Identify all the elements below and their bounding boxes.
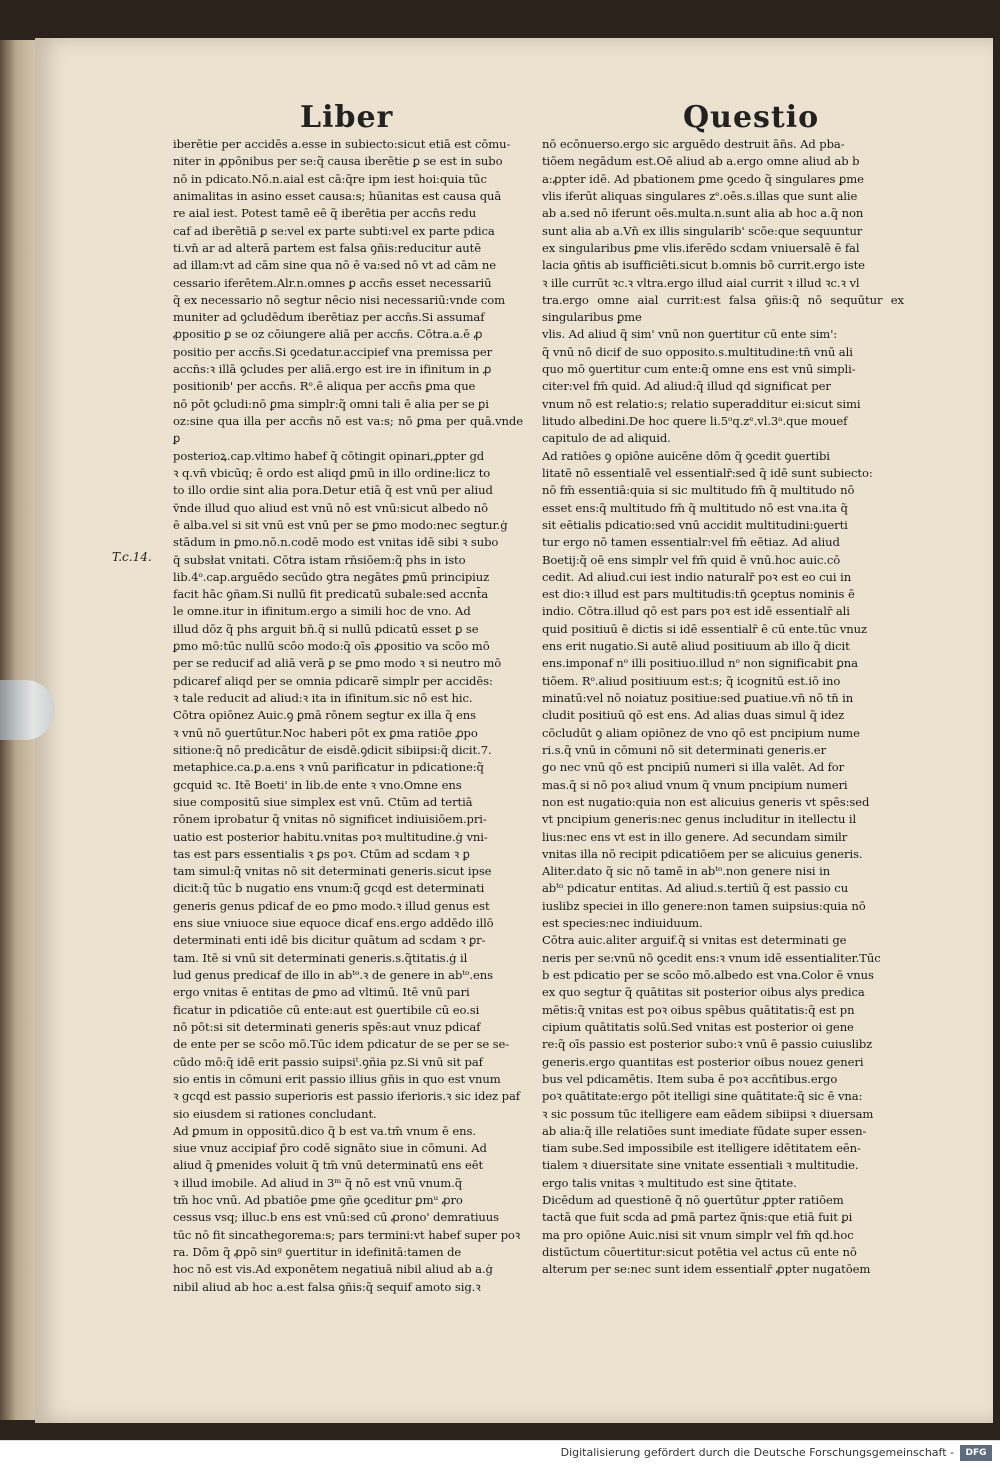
running-head-right: Questio: [683, 100, 820, 135]
margin-note: T.c.14.: [112, 550, 152, 564]
dfg-logo-icon: DFG: [960, 1445, 992, 1461]
text-column-right: nō ecōnuerso.ergo sic arguēdo destruit ān̄s. Ad pba- tiōem negādum est.Oē aliud ab a.ergo omne aliud ab b a:ꝓpter idē. Ad pbationem ꝑme ꝯcedo q̃ singulares ꝑme vlis iferūt aliquas singulares zᵉ.oēs.s.illas que sunt alie ab a.sed nō iferunt oēs.multa.n.sunt alia ab hoc a.q̃ non sunt alia ab a.Vn̄ ex illis singularib' scōe:que sequuntur ex singularibus ꝑme vlis.iferēdo scdam vniuersalē ē fal lacia ꝯñtis ab isufficiēti.sicut b.omnis bō currit.ergo iste ꝛ ille currūt ꝛc.ꝛ vltra.ergo illud aial currit ꝛ illud ꝛc.ꝛ vl tra.ergo omne aial currit:est falsa ꝯñis:q̃ nō sequūtur ex singularibus ꝑme vlis. Ad aliud q̃ sim' vnū non ꝯuertitur cū ente sim': q̃ vnū nō dicif de suo opposito.s.multitudine:tn̄ vnū ali quo mō ꝯuertitur cum ente:q̃ omne ens est vnū simpli- citer:vel fm̄ quid. Ad aliud:q̃ illud qd significat per vnum nō est relatio:s; relatio superadditur ei:sicut simi litudo albedini.De hoc quere li.5ᵒq.zᵉ.vl.3ᵃ.que mouef capitulo de ad aliquid. Ad ratiōes ꝯ opiōne auicēne dōm q̃ ꝯcedit ꝯuertibi litatē nō essentialē vel essentialr̄:sed q̃ idē sunt subiecto: nō fm̄ essentiā:quia si sic multitudo fm̄ q̃ multitudo nō esset ens:q̃ multitudo fm̄ q̃ multitudo nō est vna.ita q̃ sit eētialis pdicatio:sed vnū accidit multitudini:ꝯuerti tur ergo nō tamen essentialr:vel fm̄ eētiaz. Ad aliud Boetij:q̃ oē ens simplr vel fm̄ quid ē vnū.hoc auic.cō cedit. Ad aliud.cui iest indio naturalr̄ poꝛ est eo cui in est dio:ꝛ illud est pars multitudis:tn̄ ꝯceptus nominis ē indio. Cōtra.illud qō est pars poꝛ est idē essentialr̄ ali quid positiuū ē dictis si idē essentialr̄ ē cū ente.tūc vnuz ens erit nugatio.Si autē aliud positiuum ab illo q̃ dicit ens.imponaf nᵒ illi positiuo.illud nᵒ non significabit ꝑna tiōem. Rᵒ.aliud positiuum est:s; q̃ icognitū est.iō ino minatū:vel nō noiatuz positiue:sed ꝑuatiue.vn̄ nō tn̄ in cludit positiuū qō est ens. Ad alias duas simul q̃ idez cōcludūt ꝯ aliam opiōnez de vno qō est pncipium nume ri.s.q̃ vnū in cōmuni nō sit determinati generis.er go nec vnū qō est pncipiū numeri si illa valēt. Ad for mas.q̃ si nō poꝛ aliud vnum q̃ vnum pncipium numeri non est nugatio:quia non est alicuius generis vt spēs:sed vt pncipium generis:nec genus includitur in itellectu il lius:nec ens vt est in illo genere. Ad secundam similr vnitas illa nō recipit pdicatiōem per se alicuius generis. Aliter.dato q̃ sic nō tamē in abᵗᵒ.non genere nisi in abᵗᵒ pdicatur entitas. Ad aliud.s.tertiū q̃ est passio cu iuslibz speciei in illo genere:non tamen suipsius:quia nō est species:nec indiuiduum. Cōtra auic.aliter arguif.q̃ si vnitas est determinati ge neris per se:vnū nō ꝯcedit ens:ꝛ vnum idē essentialiter.Tūc b est pdicatio per se scōo mō.albedo est vna.Color ē vnus ex quo segtur q̃ quātitas sit posterior oibus alys predica mētis:q̃ vnitas est poꝛ oibus spēbus quātitatis:q̃ est pn cipium quātitatis solū.Sed vnitas est posterior oi gene re:q̃ oīs passio est posterior subo:ꝛ vnū ē passio cuiuslibz generis.ergo quantitas est posterior oibus nouez generi bus vel pdicamētis. Item suba ē poꝛ accn̄tibus.ergo poꝛ quātitate:ergo pōt itelligi sine quātitate:q̃ sic ē vna: ꝛ sic possum tūc itelligere eam eādem sibiipsi ꝛ diuersam ab alia:q̃ ille relatiōes sunt imediate fūdate super essen- tiam sube.Sed impossibile est itelligere idētitatem eēn- tialem ꝛ diuersitate sine vnitate essentiali ꝛ multitudie. ergo talis vnitas ꝛ multitudo est sine q̃titate. Dicēdum ad questionē q̃ nō ꝯuertūtur ꝓpter ratiōem tactā que fuit scda ad ꝑmā partez q̃nis:que etiā fuit ꝑi ma pro opiōne Auic.nisi sit vnum simplr vel fm̄ qd.hoc distūctum cōuertitur:sicut potētia vel actus cū ente nō alterum per se:nec sunt idem essentialr̄ ꝓpter nugatōem: [542, 137, 904, 1277]
footer-credit: Digitalisierung gefördert durch die Deutsche Forschungsgemeinschaft -: [560, 1446, 954, 1459]
footer-bar: [0, 1440, 1000, 1466]
running-head-left: Liber: [300, 100, 394, 135]
text-column-left: iberētie per accidēs a.esse in subiecto:sicut etiā est cōmu- niter in ꝓpōnibus per se:q̃ causa iberētie ꝑ se est in subo nō in pdicato.Nō.n.aial est cā:q̃re ipm iest hoi:quia tūc animalitas in asino esset causa:s; hūanitas est causa quā re aial iest. Potest tamē eē q̃ iberētia per accn̄s redu caf ad iberētiā ꝑ se:vel ex parte subti:vel ex parte pdica ti.vn̄ ar ad alterā partem est falsa ꝯñis:reducitur autē ad illam:vt ad cām sine qua nō ē va:sed nō vt ad cām ne cessario iferētem.Alr.n.omnes ꝑ accn̄s esset necessariū q̃ ex necessario nō segtur nēcio nisi necessariū:vnde com muniter ad ꝯcludēdum iberētiaz per accn̄s.Si assumaf ꝓpositio ꝑ se oz cōiungere aliā per accn̄s. Cōtra.a.ē ꝓ positio per accn̄s.Si ꝯcedatur.accipief vna premissa per accn̄s:ꝛ illā ꝯcludes per aliā.ergo est ire in ifinitum in ꝓ positionib' per accn̄s. Rᵒ.ē aliqua per accn̄s ꝑma que nō pōt ꝯcludi:nō ꝑma simplr:q̃ omni tali ē alia per se ꝑi oz:sine qua illa per accn̄s nō est va:s; nō ꝑma per quā.vnde ꝑ posterioꝝ.cap.vltimo habef q̃ cōtingit opinari,ꝓpter gd ꝛ q.vn̄ vbicūq; ē ordo est aliqd ꝑmū in illo ordine:licz to to illo ordie sint alia pora.Detur etiā q̃ est vnū per aliud v̄nde illud quo aliud est vnū nō est vnū:sicut albedo nō ē alba.vel si sit vnū est vnū per se ꝑmo modo:nec segtur.ġ stādum in ꝑmo.nō.n.codē modo est vnitas idē sibi ꝛ subo q̄ subsłat vnitati. Cōtra istam rn̄siōem:q̃ phs in isto lib.4ᵒ.cap.arguēdo secūdo ꝯtra negātes ꝑmū principiuz facit hāc ꝯñam.Si nullū fit predicatū subale:sed accnt̄a le omne.itur in ifinitum.ergo a simili hoc de vno. Ad illud dōz q̃ phs arguit bn̄.q̃ si nullū pdicatū esset ꝑ se ꝑmo mō:tūc nullū scōo modo:q̃ oīs ꝓpositio va scōo mō per se reducif ad aliā verā ꝑ se ꝑmo modo ꝛ si neutro mō pdicaref aliqd per se omnia pdicarẽ simplr per accidēs: ꝛ tale reducit ad aliud:ꝛ ita in ifinitum.sic nō est hic. Cōtra opiōnez Auic.ꝯ ꝑmā rōnem segtur ex illa q̃ ens ꝛ vnū nō ꝯuertūtur.Noc haberi pōt ex ꝑma ratiōe ꝓpo sitione:q̃ nō predicātur de eisdē.ꝯdicit sibiipsi:q̃ dicit.7. metaphice.ca.ꝑ.a.ens ꝛ vnū parificatur in pdicatione:q̃ gcquid ꝛc. Itē Boeti' in lib.de ente ꝛ vno.Omne ens siue compositū siue simplex est vnū. Ctūm ad tertiā rōnem iprobatur q̃ vnitas nō significet indiuisiōem.pri- uatio est posterior habitu.vnitas poꝛ multitudine.ġ vni- tas est pars essentialis ꝛ ꝑs poꝛ. Ctūm ad scdam ꝛ ꝑ tam simul:q̃ vnitas nō sit determinati generis.sicut ipse dicit:q̃ tūc b nugatio ens vnum:q̃ gcqd est determinati generis genus pdicaf de eo ꝑmo modo.ꝛ illud genus est ens siue vniuoce siue equoce dicaf ens.ergo addēdo illō determinati enti idē bis dicitur quātum ad scdam ꝛ ꝑr- tam. Itē si vnū sit determinati generis.s.q̃titatis.ġ il lud genus predicaf de illo in abᵗᵒ.ꝛ de genere in abᵗᵒ.ens ergo vnitas ē entitas de ꝑmo ad vltimū. Itē vnū pari ficatur in pdicatiōe cū ente:aut est ꝯuertibile cū eo.si nō pōt:si sit determinati generis spēs:aut vnuz pdicaf de ente per se scōo mō.Tūc idem pdicatur de se per se se- cūdo mō:q̃ idē erit passio suipsiᵗ.ꝯñia pz.Si vnū sit paf sio entis in cōmuni erit passio illius gn̄is in quo est vnum ꝛ gcqd est passio superioris est passio iferioris.ꝛ sic idez paf sio eiusdem si rationes concludant. Ad ꝑmum in oppositū.dico q̃ b est va.tm̄ vnum ē ens. siue vnuz accipiaf p̄ro codē signāto siue in cōmuni. Ad aliud q̃ ꝑmenides voluit q̃ tm̄ vnū determinatū ens eēt ꝛ illud imobile. Ad aliud in 3ᵐ q̃ nō est vnū vnum.q̃ tm̄ hoc vnū. Ad pbatiōe ꝑme ꝯñe ꝯceditur ꝑmᵘ ꝓro cessus vsq; illuc.b ens est vnū:sed cū ꝓrono' demratiuus tūc nō fit sincathegorema:s; pars termini:vt habef super poꝛ ra. Dōm q̃ ꝓpō sinᵍ ꝯuertitur in idefinitā:tamen de hoc nō est vis.Ad exponētem negatiuā nibil aliud ab a.ġ nibil aliud ab hoc a.est falsa ꝯñis:q̃ sequif amoto sig.ꝛ: [173, 137, 523, 1294]
